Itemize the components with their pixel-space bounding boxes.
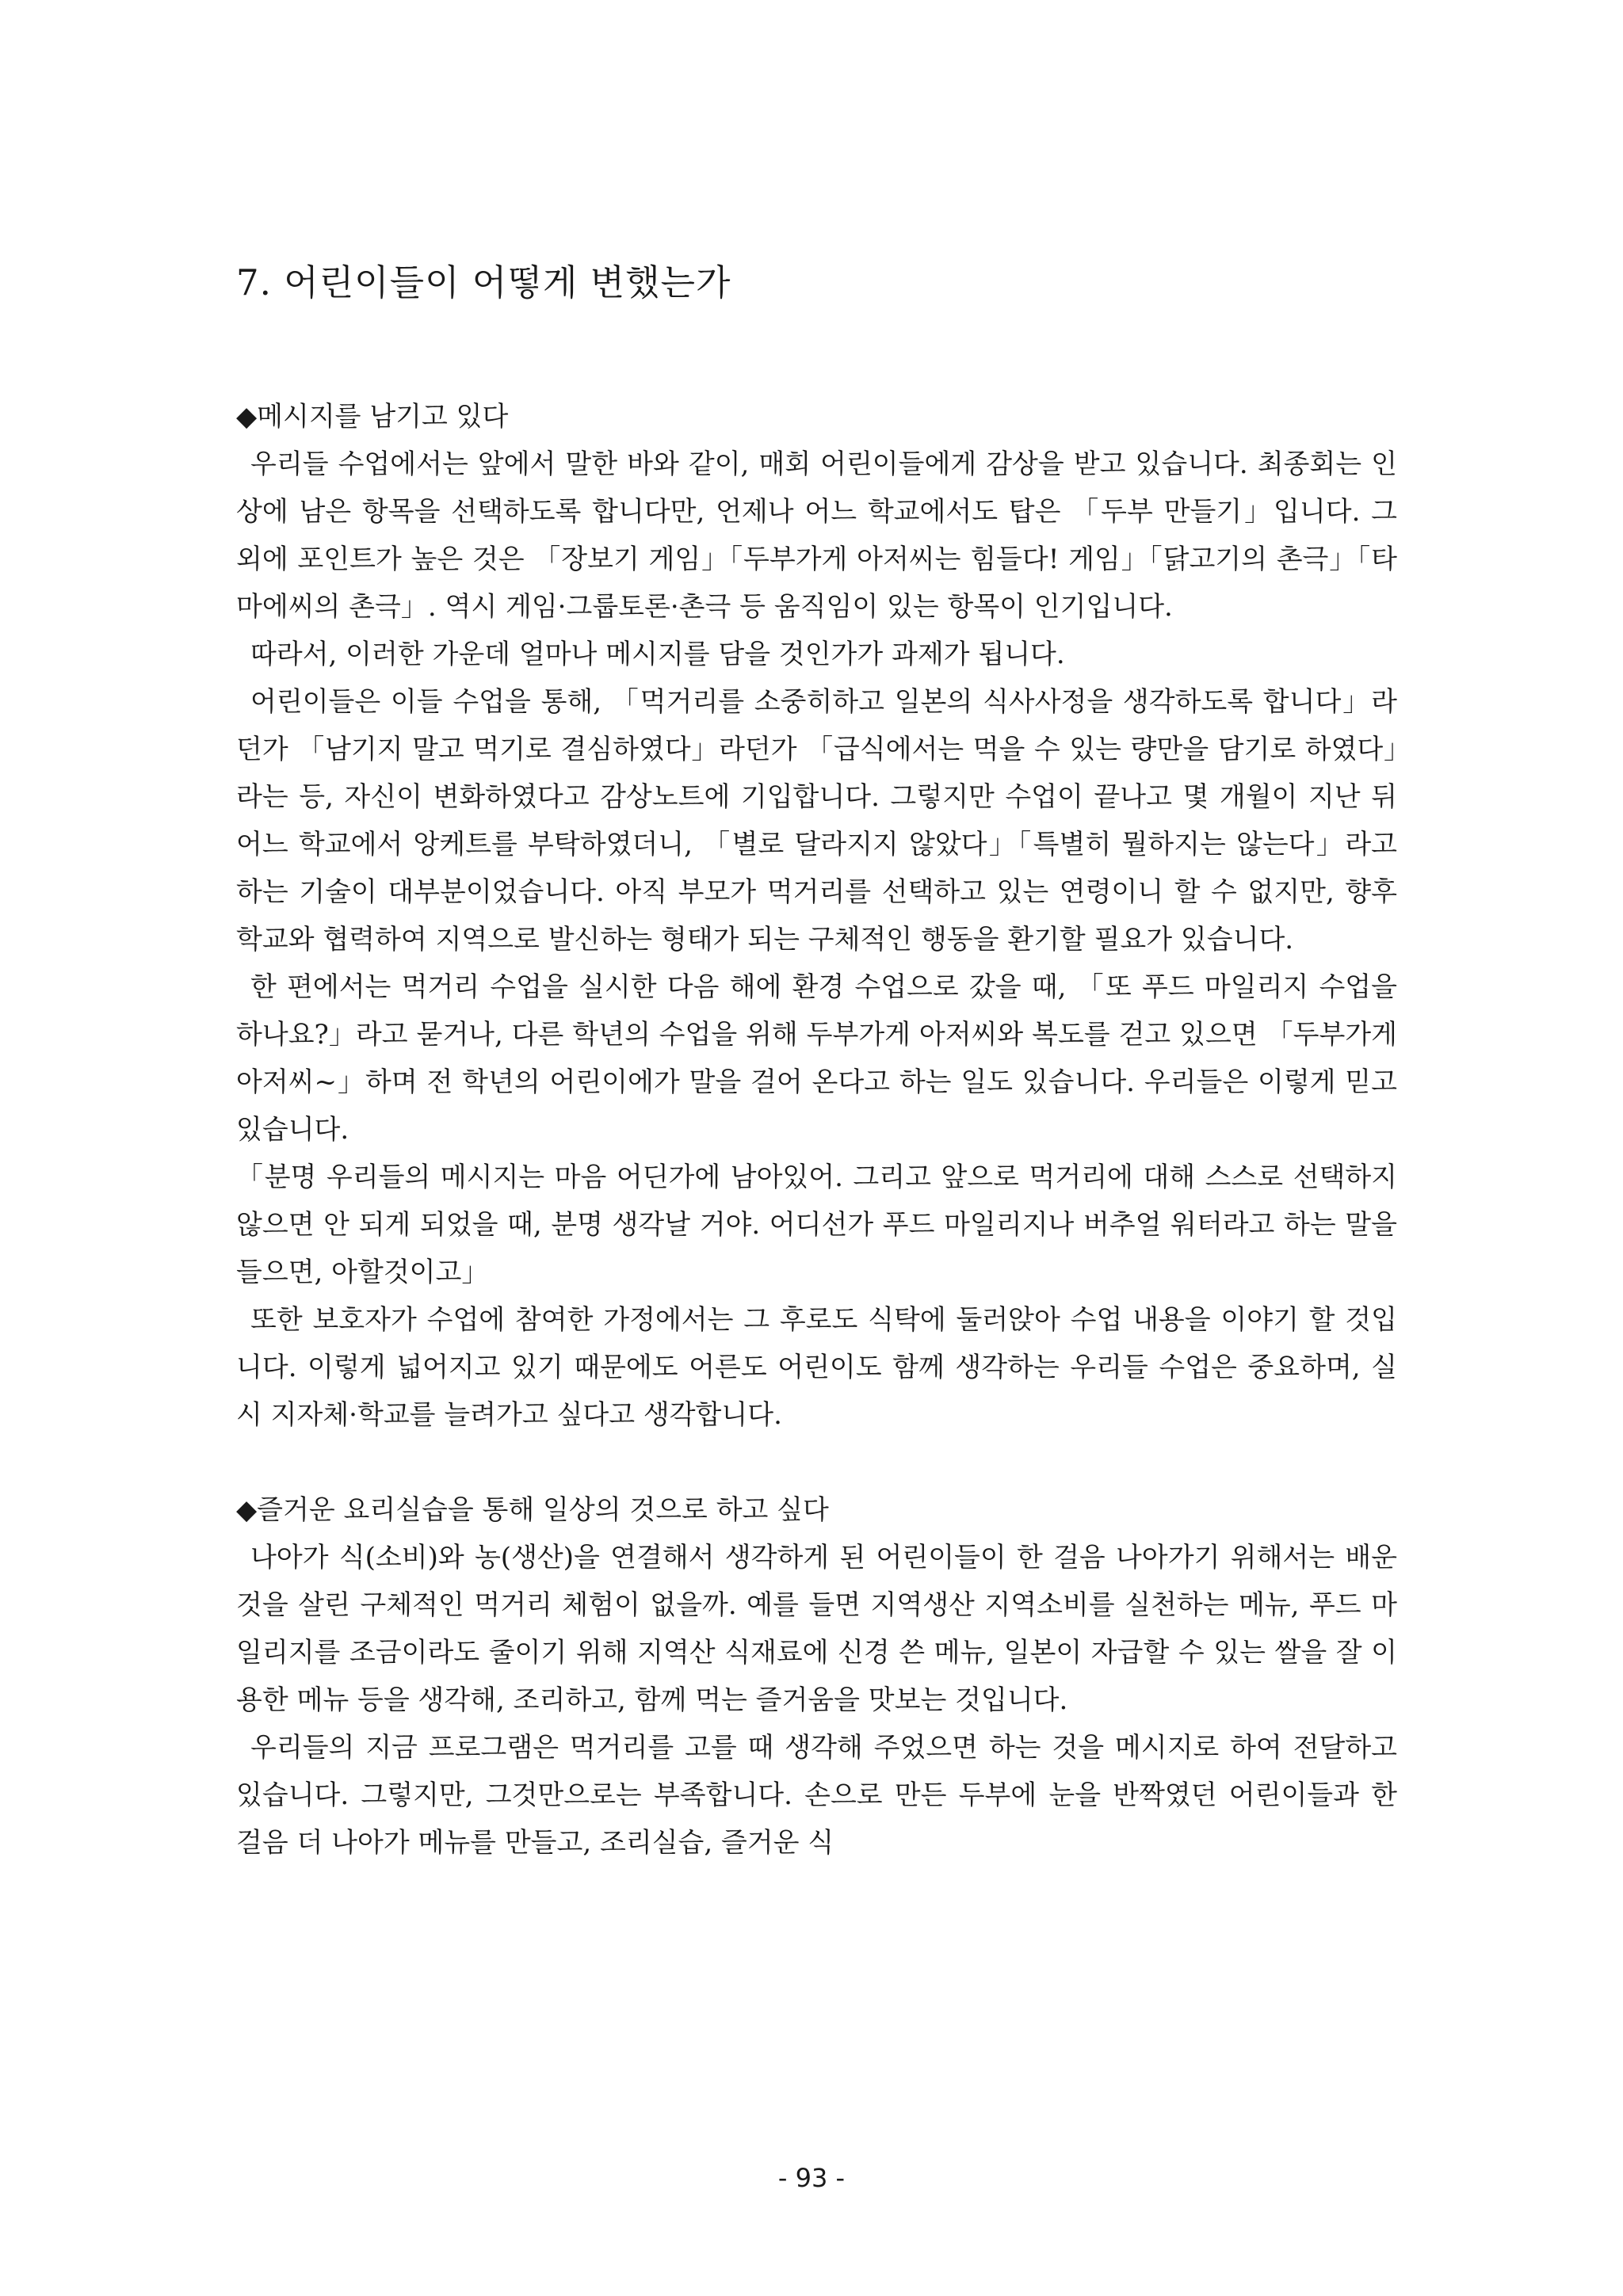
quote-paragraph: 「분명 우리들의 메시지는 마음 어딘가에 남아있어. 그리고 앞으로 먹거리에 대해 스스로 선택하지 않으면 안 되게 되었을 때, 분명 생각날 거야. 어디선가 푸드 마일리지나 버추얼 워터라고 하는 말을 들으면, 아할것이고」 <box>236 1161 1397 1288</box>
paragraph: 어린이들은 이들 수업을 통해, 「먹거리를 소중히하고 일본의 식사사정을 생각하도록 합니다」라던가 「남기지 말고 먹기로 결심하였다」라던가 「급식에서는 먹을 수 있는 량만을 담기로 하였다」라는 등, 자신이 변화하였다고 감상노트에 기입합니다. 그렇지만 수업이 끝나고 몇 개월이 지난 뒤 어느 학교에서 앙케트를 부탁하였더니, 「별로 달라지지 않았다」「특별히 뭘하지는 않는다」라고 하는 기술이 대부분이었습니다. 아직 부모가 먹거리를 선택하고 있는 연령이니 할 수 없지만, 향후 학교와 협력하여 지역으로 발신하는 형태가 되는 구체적인 행동을 환기할 필요가 있습니다. <box>236 686 1397 955</box>
paragraph: 한 편에서는 먹거리 수업을 실시한 다음 해에 환경 수업으로 갔을 때, 「또 푸드 마일리지 수업을 하나요?」라고 묻거나, 다른 학년의 수업을 위해 두부가게 아저씨와 복도를 걷고 있으면 「두부가게 아저씨~」하며 전 학년의 어린이에가 말을 걸어 온다고 하는 일도 있습니다. 우리들은 이렇게 믿고 있습니다. <box>236 971 1397 1146</box>
section-gap <box>236 1439 1397 1486</box>
paragraph: 또한 보호자가 수업에 참여한 가정에서는 그 후로도 식탁에 둘러앉아 수업 내용을 이야기 할 것입니다. 이렇게 넓어지고 있기 때문에도 어른도 어린이도 함께 생각하는 우리들 수업은 중요하며, 실시 지자체·학교를 늘려가고 싶다고 생각합니다. <box>236 1304 1397 1431</box>
page-number: - 93 - <box>777 2163 846 2193</box>
page-title: 7. 어린이들이 어떻게 변했는가 <box>236 261 731 303</box>
section-heading: ◆메시지를 남기고 있다 <box>236 401 509 433</box>
section-heading: ◆즐거운 요리실습을 통해 일상의 것으로 하고 싶다 <box>236 1494 829 1526</box>
page-content <box>236 261 1397 1867</box>
paragraph: 따라서, 이러한 가운데 얼마나 메시지를 담을 것인가가 과제가 됩니다. <box>250 639 1065 670</box>
paragraph: 우리들의 지금 프로그램은 먹거리를 고를 때 생각해 주었으면 하는 것을 메시지로 하여 전달하고 있습니다. 그렇지만, 그것만으로는 부족합니다. 손으로 만든 두부에 눈을 반짝였던 어린이들과 한 걸음 더 나아가 메뉴를 만들고, 조리실습, 즐거운 식 <box>236 1732 1397 1859</box>
paragraph: 우리들 수업에서는 앞에서 말한 바와 같이, 매회 어린이들에게 감상을 받고 있습니다. 최종회는 인상에 남은 항목을 선택하도록 합니다만, 언제나 어느 학교에서도 탑은 「두부 만들기」입니다. 그 외에 포인트가 높은 것은 「장보기 게임」「두부가게 아저씨는 힘들다! 게임」「닭고기의 촌극」「타마에씨의 촌극」. 역시 게임·그룹토론·촌극 등 움직임이 있는 항목이 인기입니다. <box>236 448 1397 623</box>
section-cooking <box>236 1486 1397 1867</box>
paragraph: 나아가 식(소비)와 농(생산)을 연결해서 생각하게 된 어린이들이 한 걸음 나아가기 위해서는 배운 것을 살린 구체적인 먹거리 체험이 없을까. 예를 들면 지역생산 지역소비를 실천하는 메뉴, 푸드 마일리지를 조금이라도 줄이기 위해 지역산 식재료에 신경 쓴 메뉴, 일본이 자급할 수 있는 쌀을 잘 이용한 메뉴 등을 생각해, 조리하고, 함께 먹는 즐거움을 맛보는 것입니다. <box>236 1542 1397 1716</box>
section-messages <box>236 393 1397 1439</box>
